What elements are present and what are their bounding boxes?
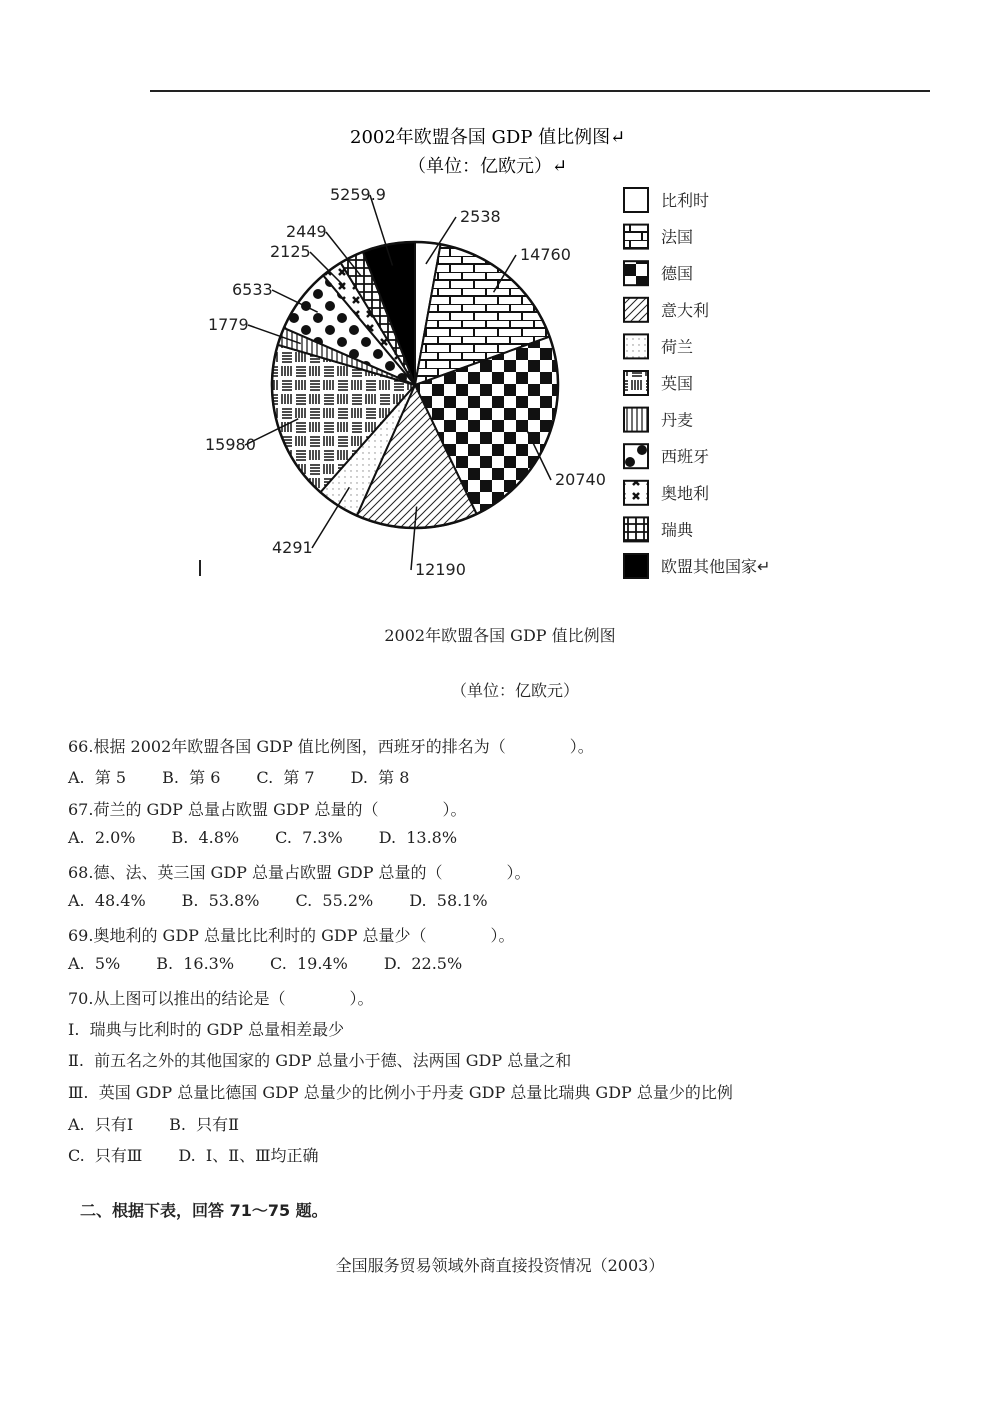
statement-1: Ⅰ. 瑞典与比利时的 GDP 总量相差最少 bbox=[68, 1020, 345, 1039]
legend-swatch-3 bbox=[624, 261, 648, 285]
legend-label-5: 荷兰 bbox=[661, 337, 694, 357]
option-d: D. 第 8 bbox=[350, 768, 410, 787]
option-c: C. 19.4% bbox=[270, 954, 348, 973]
question-66-options bbox=[68, 765, 445, 788]
option-b: B. 4.8% bbox=[171, 828, 240, 847]
value-label-2: 14760 bbox=[520, 245, 571, 264]
legend-swatch-5 bbox=[624, 334, 648, 358]
value-label-5: 4291 bbox=[272, 538, 313, 557]
chart-legend bbox=[624, 188, 770, 578]
pie-slices bbox=[272, 242, 558, 528]
option-a: A. 5% bbox=[68, 954, 121, 973]
caption-unit: （单位：亿欧元） bbox=[450, 681, 579, 700]
option-c: C. 55.2% bbox=[295, 891, 374, 910]
question-70-options-row2 bbox=[68, 1143, 355, 1166]
value-label-10: 2449 bbox=[286, 222, 327, 241]
option-c: C. 第 7 bbox=[256, 768, 315, 787]
value-label-4: 12190 bbox=[415, 560, 466, 579]
legend-swatch-6 bbox=[624, 371, 648, 395]
table-title: 全国服务贸易领域外商直接投资情况（2003） bbox=[335, 1256, 665, 1275]
option-d: D. 58.1% bbox=[409, 891, 488, 910]
value-label-3: 20740 bbox=[555, 470, 606, 489]
legend-swatch-4 bbox=[624, 298, 648, 322]
option-b: B. 53.8% bbox=[181, 891, 260, 910]
option-a: A. 只有Ⅰ bbox=[68, 1115, 134, 1134]
question-68: 68.德、法、英三国 GDP 总量占欧盟 GDP 总量的（ ）。 bbox=[68, 863, 531, 882]
value-label-11: 5259.9 bbox=[330, 185, 386, 204]
option-a: A. 48.4% bbox=[68, 891, 146, 910]
legend-swatch-11 bbox=[624, 554, 648, 578]
legend-label-10: 瑞典 bbox=[661, 520, 694, 540]
option-d: D. Ⅰ、Ⅱ、Ⅲ均正确 bbox=[178, 1146, 319, 1165]
legend-label-1: 比利时 bbox=[661, 191, 710, 210]
figure-title: 2002年欧盟各国 GDP 值比例图↵ bbox=[350, 127, 626, 148]
option-c: C. 只有Ⅲ bbox=[68, 1146, 143, 1165]
legend-label-7: 丹麦 bbox=[661, 410, 694, 430]
text-cursor bbox=[199, 560, 201, 576]
section-heading: 二、根据下表，回答 71～75 题。 bbox=[80, 1201, 328, 1220]
question-69: 69.奥地利的 GDP 总量比比利时的 GDP 总量少（ ）。 bbox=[68, 926, 515, 945]
value-label-1: 2538 bbox=[460, 207, 501, 226]
legend-swatch-7 bbox=[624, 408, 648, 432]
caption-title: 2002年欧盟各国 GDP 值比例图 bbox=[384, 626, 616, 645]
option-a: A. 2.0% bbox=[68, 828, 136, 847]
legend-label-3: 德国 bbox=[661, 264, 694, 284]
question-67: 67.荷兰的 GDP 总量占欧盟 GDP 总量的（ ）。 bbox=[68, 800, 467, 819]
question-69-options bbox=[68, 954, 498, 973]
option-d: D. 22.5% bbox=[383, 954, 463, 973]
legend-label-8: 西班牙 bbox=[661, 447, 710, 467]
option-b: B. 16.3% bbox=[156, 954, 235, 973]
legend-label-6: 英国 bbox=[661, 374, 694, 393]
legend-swatch-10 bbox=[624, 517, 648, 541]
option-b: B. 只有Ⅱ bbox=[169, 1115, 240, 1134]
value-label-8: 6533 bbox=[232, 280, 273, 299]
question-67-options bbox=[68, 828, 493, 847]
legend-label-9: 奥地利 bbox=[661, 483, 710, 503]
question-70-options-row1 bbox=[68, 1112, 275, 1135]
legend-label-11: 欧盟其他国家↵ bbox=[661, 557, 771, 576]
option-a: A. 第 5 bbox=[68, 768, 127, 787]
question-66: 66.根据 2002年欧盟各国 GDP 值比例图，西班牙的排名为（ ）。 bbox=[68, 737, 594, 756]
statement-2: Ⅱ. 前五名之外的其他国家的 GDP 总量小于德、法两国 GDP 总量之和 bbox=[68, 1051, 572, 1070]
option-c: C. 7.3% bbox=[275, 828, 343, 847]
legend-swatch-8 bbox=[624, 444, 648, 468]
question-70: 70.从上图可以推出的结论是（ ）。 bbox=[68, 989, 374, 1008]
legend-label-2: 法国 bbox=[661, 227, 694, 247]
question-68-options bbox=[68, 891, 524, 910]
legend-swatch-9 bbox=[624, 481, 648, 505]
value-label-7: 1779 bbox=[208, 315, 249, 334]
statement-3: Ⅲ. 英国 GDP 总量比德国 GDP 总量少的比例小于丹麦 GDP 总量比瑞典 GDP 总量少的比例 bbox=[68, 1083, 733, 1102]
legend-swatch-2 bbox=[624, 225, 648, 249]
value-label-9: 2125 bbox=[270, 242, 311, 261]
pie-chart-figure bbox=[0, 0, 1000, 600]
legend-label-4: 意大利 bbox=[661, 300, 710, 320]
option-b: B. 第 6 bbox=[162, 768, 221, 787]
figure-subtitle: （单位：亿欧元）↵ bbox=[408, 156, 568, 177]
option-d: D. 13.8% bbox=[378, 828, 458, 847]
value-label-6: 15980 bbox=[205, 435, 256, 454]
legend-swatch-1 bbox=[624, 188, 648, 212]
